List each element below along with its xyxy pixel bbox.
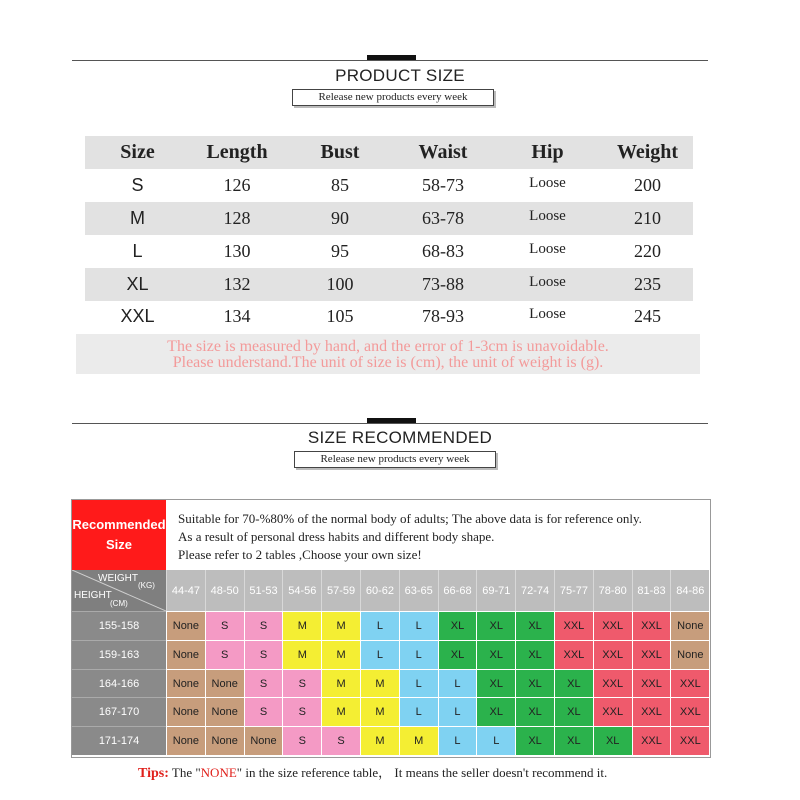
tips-text-after: " in the size reference table， It means the seller doesn't recommend it. — [236, 765, 608, 780]
section-divider — [72, 60, 708, 61]
size-table-cell: 128 — [223, 208, 251, 228]
size-table-cell: 68-83 — [422, 241, 464, 261]
recommend-description — [178, 510, 642, 564]
size-recommend-cell: XXL — [593, 611, 632, 640]
size-recommend-cell: None — [244, 726, 283, 755]
size-recommend-cell: L — [438, 697, 477, 726]
weight-header-cell: 72-74 — [515, 570, 554, 611]
weight-height-corner — [72, 570, 166, 611]
desc-line-1: Suitable for 70-%80% of the normal body of adults; The above data is for reference only. — [178, 511, 642, 526]
size-recommend-cell: XL — [554, 726, 593, 755]
size-table-header-cell: Size — [120, 141, 155, 163]
size-recommend-cell: XXL — [670, 669, 709, 698]
size-table-row — [85, 300, 693, 333]
size-recommend-cell: M — [282, 640, 321, 669]
corner-cm-label: (CM) — [110, 599, 128, 608]
size-recommend-cell: M — [282, 611, 321, 640]
height-row-label: 159-163 — [72, 640, 166, 669]
size-recommend-cell: XXL — [554, 640, 593, 669]
height-row-label: 171-174 — [72, 726, 166, 755]
size-table-header-cell: Weight — [616, 141, 679, 163]
weight-header-cell: 75-77 — [554, 570, 593, 611]
weight-header-cell: 54-56 — [282, 570, 321, 611]
size-recommend-cell: S — [321, 726, 360, 755]
badge-line-2: Size — [105, 537, 132, 552]
size-recommend-cell: None — [205, 669, 244, 698]
height-row-label: 164-166 — [72, 669, 166, 698]
size-recommend-cell: M — [321, 611, 360, 640]
size-recommend-cell: XL — [476, 697, 515, 726]
size-table-cell: L — [132, 241, 143, 261]
size-table-header-cell: Hip — [531, 141, 564, 163]
size-recommend-cell: XXL — [593, 669, 632, 698]
size-table-cell: Loose — [529, 306, 566, 322]
size-recommend-cell: XXL — [670, 726, 709, 755]
height-row-label: 155-158 — [72, 611, 166, 640]
size-recommend-cell: S — [282, 726, 321, 755]
size-table-cell: XL — [126, 274, 149, 294]
size-table-cell: 100 — [326, 274, 354, 294]
size-recommend-cell: XL — [515, 726, 554, 755]
size-recommend-cell: XXL — [593, 697, 632, 726]
size-recommend-cell: M — [321, 697, 360, 726]
size-table-cell: 130 — [223, 241, 251, 261]
size-recommend-cell: S — [244, 697, 283, 726]
size-table-cell: 245 — [634, 306, 661, 326]
product-size-title: PRODUCT SIZE — [335, 66, 465, 85]
corner-height-label: HEIGHT — [74, 590, 112, 601]
weight-header-cell: 60-62 — [360, 570, 399, 611]
size-table-cell: Loose — [529, 175, 566, 191]
recommend-table — [71, 499, 711, 758]
size-recommend-cell: M — [321, 640, 360, 669]
size-table-header-cell: Bust — [320, 141, 360, 163]
size-recommend-cell: L — [360, 640, 399, 669]
size-table-header-cell: Waist — [418, 141, 468, 163]
size-table-cell: 134 — [223, 306, 251, 326]
size-recommend-cell: S — [205, 611, 244, 640]
size-table-header — [85, 136, 693, 169]
badge-line-1: Recommended — [72, 517, 166, 532]
recommended-size-badge — [72, 500, 166, 570]
size-table-cell: 105 — [326, 306, 354, 326]
size-recommend-cell: S — [244, 640, 283, 669]
size-table-cell: M — [130, 208, 145, 228]
size-table-cell: 63-78 — [422, 208, 464, 228]
size-recommend-cell: L — [399, 640, 438, 669]
weight-header-cell: 57-59 — [321, 570, 360, 611]
size-table-row — [85, 268, 693, 301]
size-table-row — [85, 235, 693, 268]
size-recommend-cell: XL — [476, 611, 515, 640]
size-recommend-cell: None — [166, 669, 205, 698]
size-table-row — [85, 202, 693, 235]
size-table-cell: 73-88 — [422, 274, 464, 294]
size-table-cell: 220 — [634, 241, 661, 261]
size-recommend-cell: XXL — [632, 697, 671, 726]
size-recommend-cell: None — [205, 726, 244, 755]
size-table-cell: 210 — [634, 208, 661, 228]
size-recommend-cell: XL — [554, 697, 593, 726]
size-recommend-cell: XXL — [593, 640, 632, 669]
size-table-cell: 78-93 — [422, 306, 464, 326]
size-table-cell: 95 — [331, 241, 349, 261]
weight-header-cell: 81-83 — [632, 570, 671, 611]
section-divider — [72, 423, 708, 424]
size-table-cell: 200 — [634, 175, 661, 195]
measurement-note — [76, 334, 700, 374]
size-recommend-cell: L — [438, 669, 477, 698]
tips-highlight: NONE — [200, 765, 237, 780]
size-recommend-cell: XXL — [670, 697, 709, 726]
height-row-label: 167-170 — [72, 697, 166, 726]
note-line-1: The size is measured by hand, and the error of 1-3cm is unavoidable. — [167, 338, 609, 355]
size-table-row — [85, 169, 693, 202]
size-recommend-cell: L — [399, 611, 438, 640]
size-recommend-cell: None — [670, 640, 709, 669]
size-recommend-cell: L — [399, 669, 438, 698]
product-size-subtitle: Release new products every week — [292, 89, 494, 106]
size-recommend-cell: XXL — [554, 611, 593, 640]
size-recommend-cell: XL — [476, 640, 515, 669]
size-recommend-cell: M — [399, 726, 438, 755]
size-recommend-cell: XL — [554, 669, 593, 698]
weight-header-cell: 78-80 — [593, 570, 632, 611]
size-recommend-cell: XXL — [632, 611, 671, 640]
weight-header-cell: 84-86 — [670, 570, 709, 611]
desc-line-3: Please refer to 2 tables ,Choose your own size! — [178, 547, 422, 562]
size-table-cell: 85 — [331, 175, 349, 195]
size-recommend-cell: XL — [438, 640, 477, 669]
size-recommend-cell: M — [360, 697, 399, 726]
size-table-cell: Loose — [529, 208, 566, 224]
weight-header-cell: 63-65 — [399, 570, 438, 611]
size-recommend-cell: S — [244, 611, 283, 640]
size-table-cell: Loose — [529, 274, 566, 290]
size-table-cell: 132 — [223, 274, 251, 294]
size-recommend-cell: L — [399, 697, 438, 726]
size-recommend-cell: XL — [438, 611, 477, 640]
tips-label: Tips: — [138, 766, 169, 781]
size-recommend-cell: XL — [515, 640, 554, 669]
size-recommend-cell: None — [166, 726, 205, 755]
size-recommend-cell: S — [282, 669, 321, 698]
size-recommend-cell: S — [244, 669, 283, 698]
size-recommend-cell: XXL — [632, 726, 671, 755]
size-recommend-cell: S — [282, 697, 321, 726]
corner-kg-label: (KG) — [138, 581, 155, 590]
note-line-2: Please understand.The unit of size is (cm), the unit of weight is (g). — [172, 354, 604, 371]
size-recommend-cell: L — [438, 726, 477, 755]
tips-note — [138, 762, 607, 782]
weight-header-cell: 66-68 — [438, 570, 477, 611]
size-table-header-cell: Length — [206, 141, 268, 163]
weight-header-cell: 69-71 — [476, 570, 515, 611]
size-recommend-cell: M — [321, 669, 360, 698]
size-table-cell: 126 — [223, 175, 251, 195]
size-table-cell: XXL — [120, 306, 155, 326]
size-recommend-cell: M — [360, 669, 399, 698]
size-recommend-cell: M — [360, 726, 399, 755]
size-recommend-cell: L — [476, 726, 515, 755]
size-recommend-cell: XL — [593, 726, 632, 755]
size-recommend-cell: None — [205, 697, 244, 726]
size-recommend-cell: None — [670, 611, 709, 640]
size-recommend-cell: None — [166, 640, 205, 669]
size-recommend-cell: XL — [515, 697, 554, 726]
size-recommend-cell: XL — [476, 669, 515, 698]
weight-header-cell: 44-47 — [166, 570, 205, 611]
weight-header-cell: 48-50 — [205, 570, 244, 611]
desc-line-2: As a result of personal dress habits and different body shape. — [178, 529, 495, 544]
size-recommended-subtitle: Release new products every week — [294, 451, 496, 468]
size-recommended-title: SIZE RECOMMENDED — [307, 428, 493, 447]
size-recommend-cell: S — [205, 640, 244, 669]
corner-weight-label: WEIGHT — [98, 573, 138, 584]
tips-text-before: The " — [168, 765, 201, 780]
size-recommend-cell: XXL — [632, 640, 671, 669]
size-table-cell: Loose — [529, 241, 566, 257]
weight-header-cell: 51-53 — [244, 570, 283, 611]
size-table-cell: 58-73 — [422, 175, 464, 195]
size-table-cell: S — [131, 175, 144, 195]
size-recommend-cell: None — [166, 697, 205, 726]
size-recommend-cell: None — [166, 611, 205, 640]
size-recommend-cell: XL — [515, 669, 554, 698]
size-recommend-cell: XL — [515, 611, 554, 640]
size-table-cell: 235 — [634, 274, 661, 294]
size-recommend-cell: L — [360, 611, 399, 640]
size-table-cell: 90 — [331, 208, 349, 228]
size-recommend-cell: XXL — [632, 669, 671, 698]
